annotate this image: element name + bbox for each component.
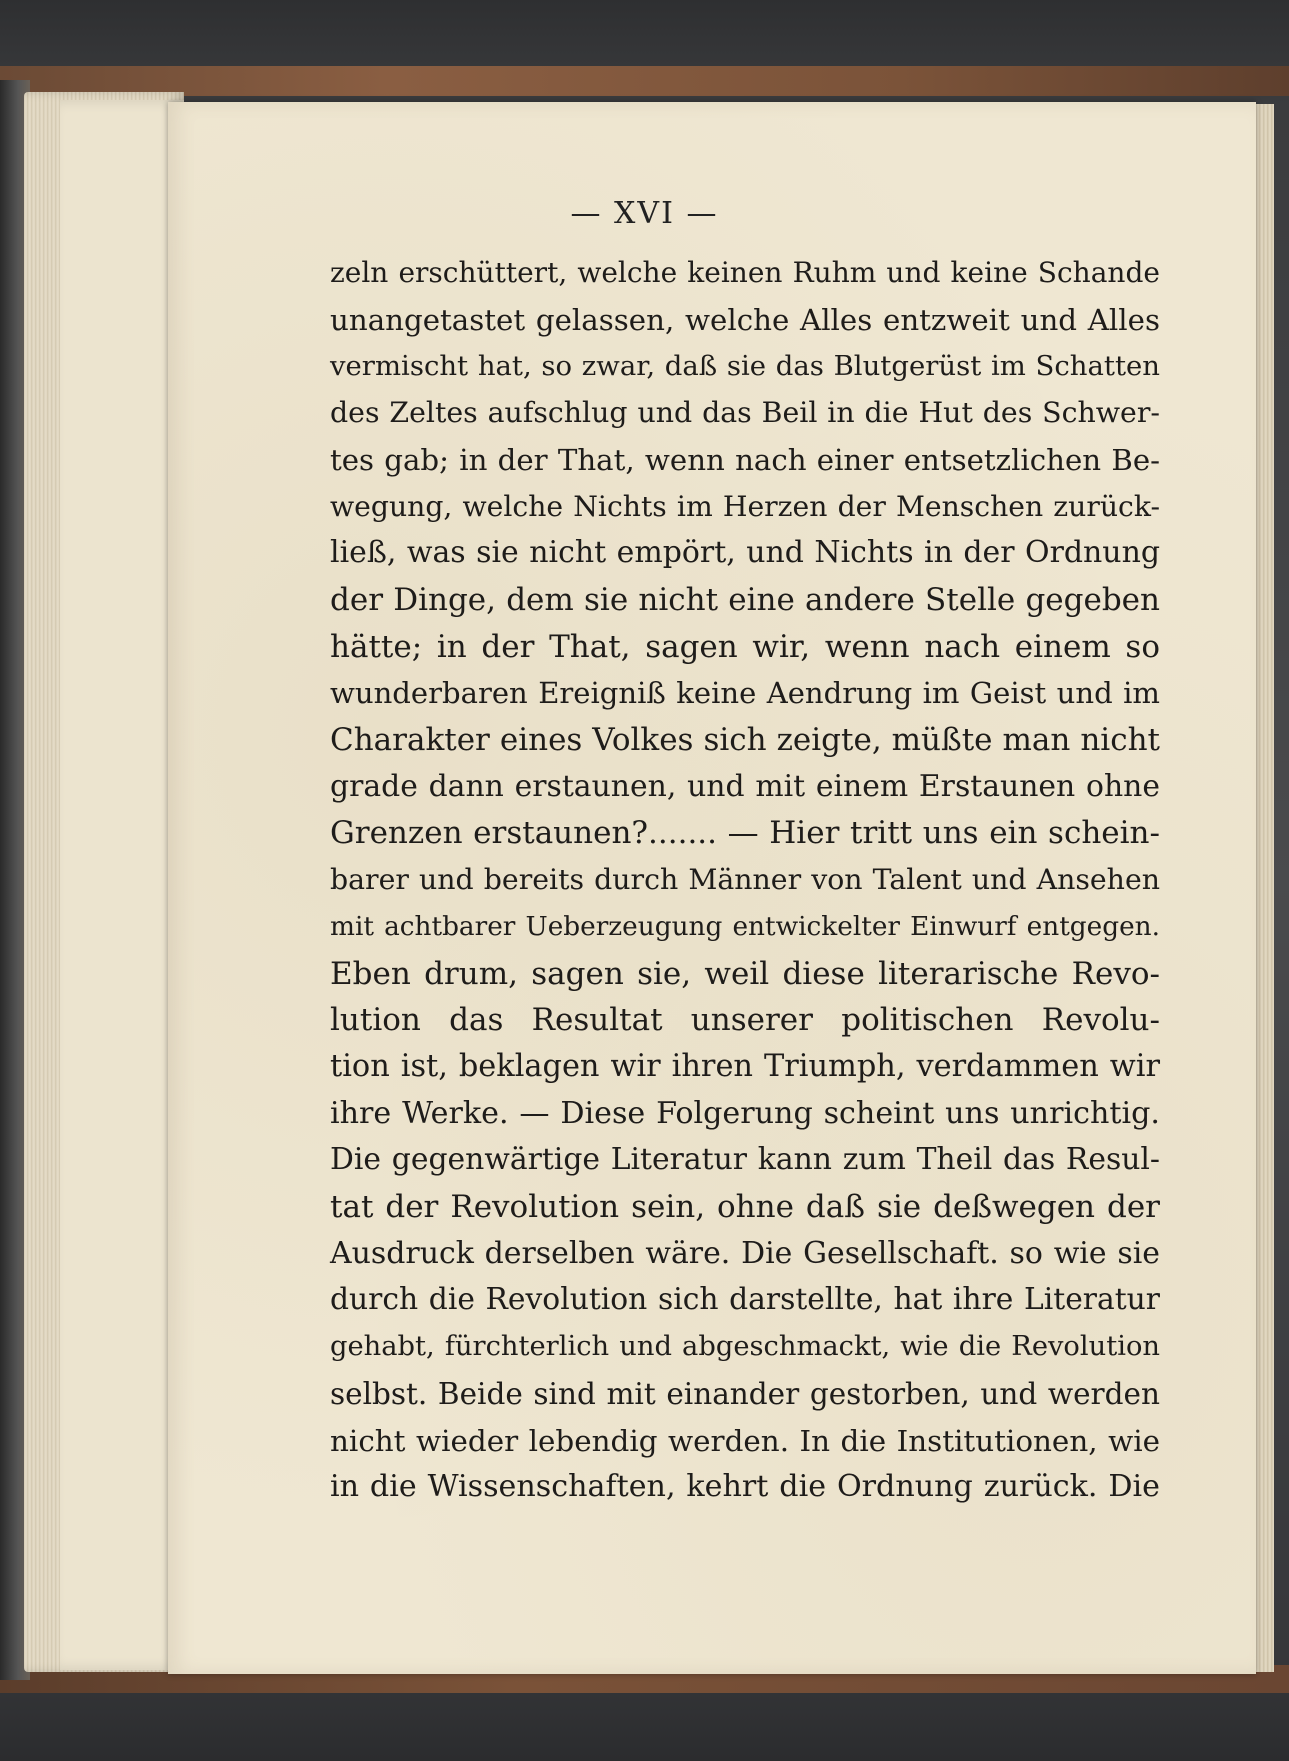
text-line: Charakter eines Volkes sich zeigte, müßte man nicht [330,722,1160,759]
text-line: wegung, welche Nichts im Herzen der Menschen zurück- [330,489,1160,523]
text-line: der Dinge, dem sie nicht eine andere Stelle gegeben [330,581,1160,618]
text-line: tes gab; in der That, wenn nach einer entsetzlichen Be- [330,442,1160,477]
text-line: barer und bereits durch Männer von Talent und Ansehen [330,863,1160,897]
text-line: selbst. Beide sind mit einander gestorben, und werden [330,1376,1160,1411]
facing-page-edge [60,100,184,1670]
text-line: ihre Werke. — Diese Folgerung scheint uns unrichtig. [330,1095,1160,1131]
text-line: unangetastet gelassen, welche Alles entzweit und Alles [330,302,1160,337]
text-line: Grenzen erstaunen?....... — Hier tritt uns ein schein- [330,815,1160,852]
text-line: lution das Resultat unserer politischen Revolu- [330,1002,1160,1039]
text-line: tat der Revolution sein, ohne daß sie deßwegen der [330,1189,1160,1226]
text-line: Ausdruck derselben wäre. Die Gesellschaft. so wie sie [330,1235,1160,1271]
text-line: Die gegenwärtige Literatur kann zum Theil das Resul- [330,1142,1160,1178]
text-line: nicht wieder lebendig werden. In die Institutionen, wie [330,1423,1160,1458]
text-line: gehabt, fürchterlich und abgeschmackt, wie die Revolution [330,1331,1160,1363]
text-line: zeln erschüttert, welche keinen Ruhm und keine Schande [330,256,1160,289]
text-line: tion ist, beklagen wir ihren Triumph, verdammen wir [330,1048,1160,1084]
text-line: hätte; in der That, sagen wir, wenn nach einem so [330,628,1160,665]
text-line: in die Wissenschaften, kehrt die Ordnung zurück. Die [330,1469,1160,1505]
book-cover-top-edge [0,66,1289,96]
text-line: durch die Revolution sich darstellte, hat ihre Literatur [330,1282,1160,1318]
text-line: wunderbaren Ereigniß keine Aendrung im Geist und im [330,676,1160,711]
page-number-header: — XVI — [570,196,719,231]
text-line: ließ, was sie nicht empört, und Nichts in der Ordnung [330,535,1160,571]
text-line: mit achtbarer Ueberzeugung entwickelter Einwurf entgegen. [330,911,1160,942]
text-line: vermischt hat, so zwar, daß sie das Blutgerüst im Schatten [330,350,1160,383]
text-line: Eben drum, sagen sie, weil diese literarische Revo- [330,955,1160,992]
text-line: des Zeltes aufschlug und das Beil in die Hut des Schwer- [330,396,1160,430]
body-text [330,250,1160,1511]
text-line: grade dann erstaunen, und mit einem Erstaunen ohne [330,768,1160,804]
